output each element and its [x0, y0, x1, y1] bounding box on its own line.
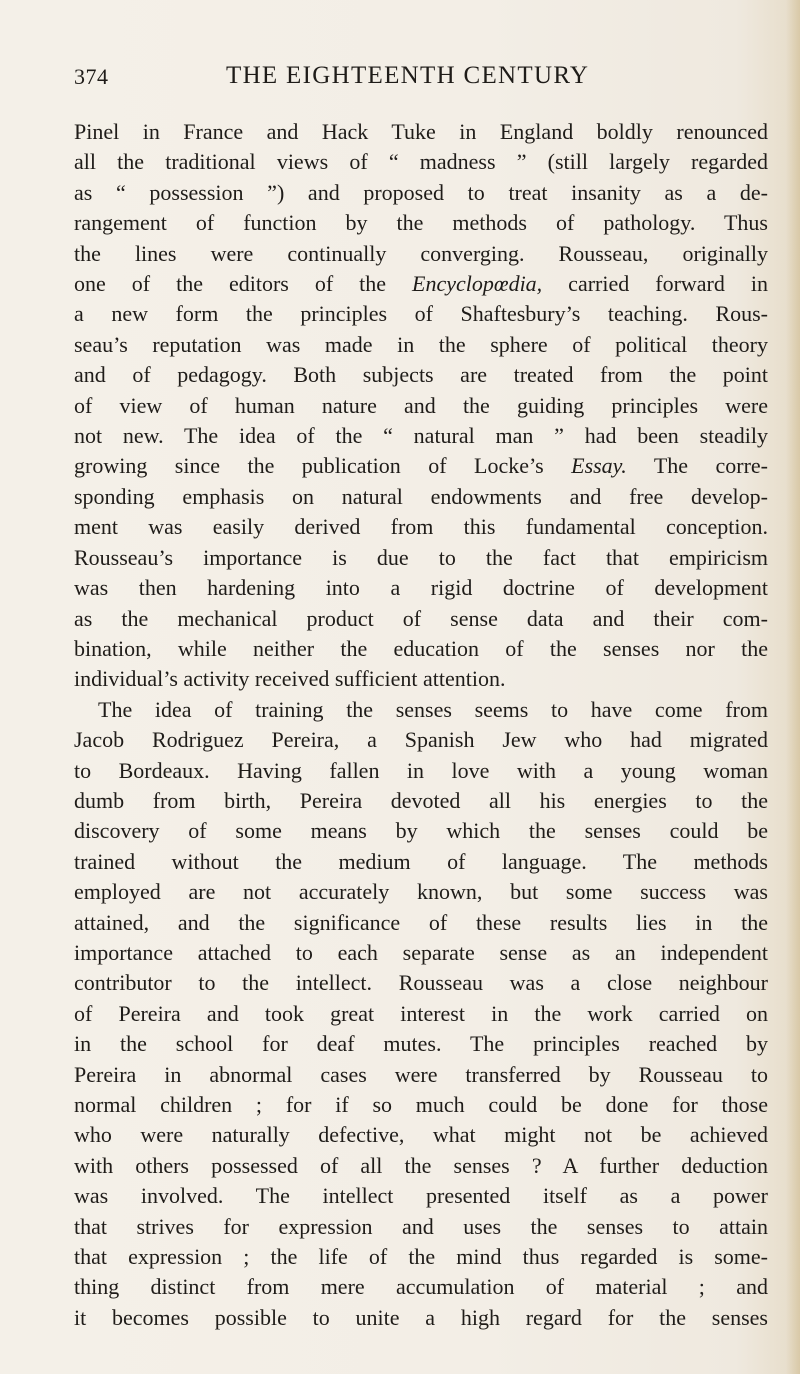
text-line — [74, 147, 768, 177]
text-line — [74, 999, 768, 1029]
text-segment: that expression ; the life of the mind thus regarded is some- — [74, 1244, 768, 1270]
text-line — [74, 1303, 768, 1333]
text-line — [74, 512, 768, 542]
text-segment: the lines were continually converging. Rousseau, originally — [74, 240, 768, 266]
text-segment: seau’s reputation was made in the sphere of political theory — [74, 331, 768, 357]
text-line — [74, 1212, 768, 1242]
text-line — [74, 1060, 768, 1090]
text-line — [74, 421, 768, 451]
text-line — [74, 1181, 768, 1211]
text-segment: that strives for expression and uses the senses to attain — [74, 1213, 768, 1239]
text-line — [74, 573, 768, 603]
text-segment: Jacob Rodriguez Pereira, a Spanish Jew who had migrated — [74, 727, 768, 753]
page-edge-shadow — [786, 0, 800, 1374]
text-segment: Rousseau’s importance is due to the fact that empiricism — [74, 544, 768, 570]
text-line — [74, 938, 768, 968]
text-line — [74, 1151, 768, 1181]
text-line — [74, 208, 768, 238]
text-line — [74, 330, 768, 360]
text-line — [74, 877, 768, 907]
text-line — [74, 968, 768, 998]
text-segment: employed are not accurately known, but some success was — [74, 879, 768, 905]
text-segment: was then hardening into a rigid doctrine of development — [74, 575, 768, 601]
text-segment: of view of human nature and the guiding principles were — [74, 392, 768, 418]
text-line — [74, 269, 768, 299]
text-line — [74, 1120, 768, 1150]
text-line — [74, 1029, 768, 1059]
text-segment: of Pereira and took great interest in the work carried on — [74, 1000, 768, 1026]
text-line — [74, 695, 768, 725]
text-line — [74, 543, 768, 573]
text-segment: sponding emphasis on natural endowments and free develop- — [74, 483, 768, 509]
text-line — [74, 756, 768, 786]
text-segment: normal children ; for if so much could be done for those — [74, 1092, 768, 1117]
text-segment: was involved. The intellect presented itself as a power — [74, 1183, 768, 1209]
text-segment: ment was easily derived from this fundamental conception. — [74, 514, 768, 540]
text-segment: it becomes possible to unite a high regard for the senses — [74, 1304, 768, 1330]
running-head: THE EIGHTEENTH CENTURY — [226, 62, 590, 89]
text-line — [74, 604, 768, 634]
text-segment: as “ possession ”) and proposed to treat insanity as a de- — [74, 179, 768, 205]
text-segment: discovery of some means by which the senses could be — [74, 818, 768, 844]
text-segment: who were naturally defective, what might not be achieved — [74, 1122, 768, 1148]
text-segment: Pinel in France and Hack Tuke in England boldly renounced — [74, 119, 768, 144]
text-line — [74, 1272, 768, 1302]
text-segment: bination, while neither the education of the senses nor the — [74, 635, 768, 661]
text-line — [74, 634, 768, 664]
text-line — [74, 299, 768, 329]
text-segment: attained, and the significance of these results lies in the — [74, 909, 768, 935]
text-segment: growing since the publication of Locke’s — [74, 453, 572, 479]
text-segment: in the school for deaf mutes. The principles reached by — [74, 1031, 768, 1057]
text-segment: The corre- — [626, 453, 768, 479]
text-segment: and of pedagogy. Both subjects are treated from the point — [74, 362, 768, 388]
text-segment: rangement of function by the methods of pathology. Thus — [74, 210, 768, 236]
text-line — [74, 1242, 768, 1272]
text-line — [74, 178, 768, 208]
text-segment: Pereira in abnormal cases were transferred by Rousseau to — [74, 1061, 768, 1087]
page-header — [74, 62, 768, 96]
text-line — [74, 451, 768, 481]
text-line — [74, 908, 768, 938]
text-segment: contributor to the intellect. Rousseau was a close neighbour — [74, 970, 768, 996]
text-line — [74, 117, 768, 147]
text-segment: carried forward in — [542, 271, 768, 297]
italic-title: Essay. — [571, 453, 627, 479]
text-segment: dumb from birth, Pereira devoted all his energies to the — [74, 787, 768, 813]
text-line — [74, 847, 768, 877]
page-number: 374 — [74, 64, 109, 89]
text-line — [74, 239, 768, 269]
text-segment: importance attached to each separate sense as an independent — [74, 939, 768, 965]
text-segment: as the mechanical product of sense data and their com- — [74, 605, 768, 631]
text-line — [74, 725, 768, 755]
text-segment: one of the editors of the — [74, 271, 413, 297]
text-segment: trained without the medium of language. The methods — [74, 848, 768, 874]
text-line — [74, 1090, 768, 1120]
text-segment: to Bordeaux. Having fallen in love with a young woman — [74, 757, 768, 783]
text-line — [74, 664, 768, 694]
text-segment: a new form the principles of Shaftesbury’s teaching. Rous- — [74, 301, 768, 327]
text-segment: individual’s activity received sufficient attention. — [74, 666, 506, 692]
text-line — [74, 360, 768, 390]
text-line — [74, 786, 768, 816]
text-segment: thing distinct from mere accumulation of material ; and — [74, 1274, 768, 1300]
text-segment: The idea of training the senses seems to have come from — [98, 696, 768, 722]
italic-title: Encyclopœdia, — [412, 271, 543, 297]
text-segment: with others possessed of all the senses ? A further deduction — [74, 1152, 768, 1178]
text-segment: all the traditional views of “ madness ” (still largely regarded — [74, 149, 768, 175]
body-text — [74, 117, 768, 1333]
text-segment: not new. The idea of the “ natural man ” had been steadily — [74, 423, 768, 449]
text-line — [74, 391, 768, 421]
text-line — [74, 816, 768, 846]
text-line — [74, 482, 768, 512]
